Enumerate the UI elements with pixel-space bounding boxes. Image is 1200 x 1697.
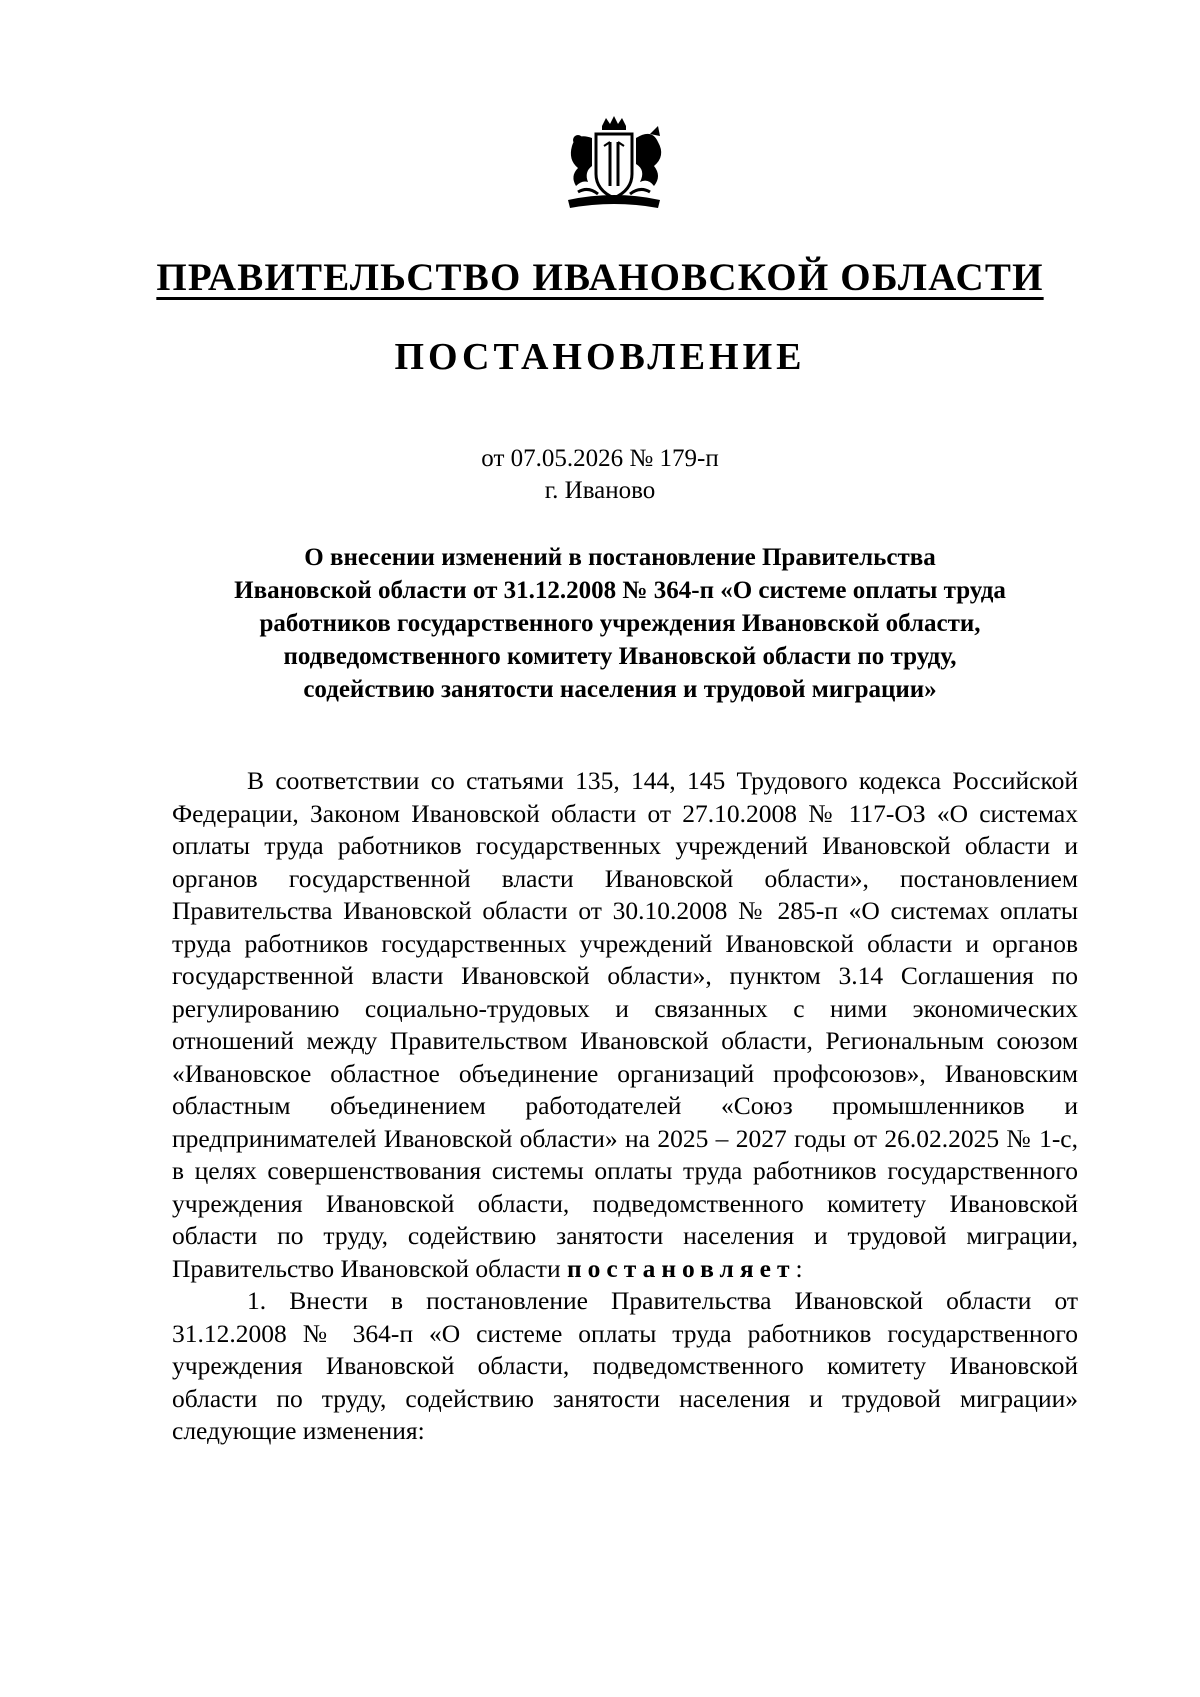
decree-colon: : (795, 1253, 803, 1283)
preamble-text: В соответствии со статьями 135, 144, 145 Трудового кодекса Российской Федерации, Законом Ивановской области от 27.10.2008 № 117-ОЗ «О системах оплаты труда работников государственных учреждений Ивановской области и органов государственной власти Ивановской области», постановлением Правительства Ивановской области от 30.10.2008 № 285-п «О системах оплаты труда работников государственных учреждений Ивановской области и органов государственной власти Ивановской области», пунктом 3.14 Соглашения по регулированию социально-трудовых и связанных с ними экономических отношений между Правительством Ивановской области, Региональным союзом «Ивановское областное объединение организаций профсоюзов», Ивановским областным объединением работодателей «Союз промышленников и предпринимателей Ивановской области» на 2025 – 2027 годы от 26.02.2025 № 1-с, в целях совершенствования системы оплаты труда работников государственного учреждения Ивановской области, подведомственного комитету Ивановской области по труду, содействию занятости населения и трудовой миграции, Правительство Ивановской области (172, 766, 1078, 1283)
document-subject (170, 541, 1070, 706)
decree-word: постановляет (566, 1253, 796, 1283)
subject-line: подведомственного комитету Ивановской области по труду, (283, 643, 957, 670)
document-type: ПОСТАНОВЛЕНИЕ (394, 336, 806, 378)
coat-of-arms-icon (558, 116, 670, 216)
subject-line: работников государственного учреждения Ивановской области, (259, 610, 981, 637)
preamble-paragraph (172, 765, 1078, 1285)
subject-line: Ивановской области от 31.12.2008 № 364-п «О системе оплаты труда (234, 577, 1006, 604)
item-1-paragraph: 1. Внести в постановление Правительства Ивановской области от 31.12.2008 № 364-п «О системе оплаты труда работников государственного учреждения Ивановской области, подведомственного комитету Ивановской области по труду, содействию занятости населения и трудовой миграции» следующие изменения: (172, 1286, 1078, 1445)
document-body (172, 765, 1078, 1448)
subject-line: О внесении изменений в постановление Правительства (304, 544, 936, 571)
date-number: от 07.05.2026 № 179-п (481, 445, 719, 472)
government-title: ПРАВИТЕЛЬСТВО ИВАНОВСКОЙ ОБЛАСТИ (156, 256, 1044, 299)
subject-line: содействию занятости населения и трудовой миграции» (303, 676, 937, 703)
city: г. Иваново (544, 477, 656, 504)
